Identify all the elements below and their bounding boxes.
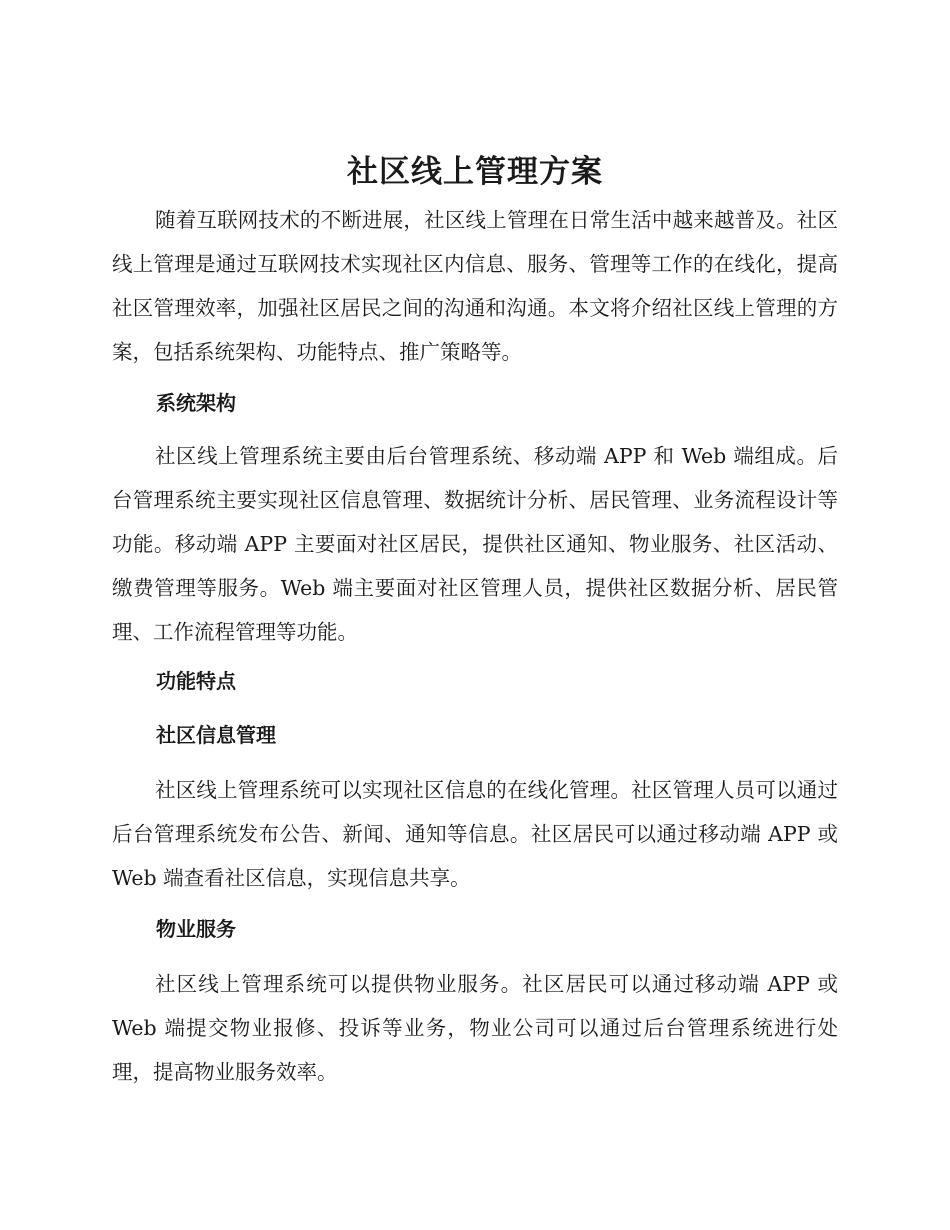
architecture-paragraph: 社区线上管理系统主要由后台管理系统、移动端 APP 和 Web 端组成。后台管理系统主要实现社区信息管理、数据统计分析、居民管理、业务流程设计等功能。移动端 APP 主要面对社区居民，提供社区通知、物业服务、社区活动、缴费管理等服务。Web 端主要面对社区管理人员，提供社区数据分析、居民管理、工作流程管理等功能。 bbox=[112, 444, 838, 644]
section-heading-features: 功能特点 bbox=[156, 669, 236, 693]
property-service-paragraph: 社区线上管理系统可以提供物业服务。社区居民可以通过移动端 APP 或 Web 端提交物业报修、投诉等业务，物业公司可以通过后台管理系统进行处理，提高物业服务效率。 bbox=[112, 972, 838, 1084]
document-title: 社区线上管理方案 bbox=[347, 154, 603, 190]
section-heading-property-service: 物业服务 bbox=[156, 917, 236, 941]
section-heading-info-management: 社区信息管理 bbox=[156, 723, 276, 747]
intro-paragraph: 随着互联网技术的不断进展，社区线上管理在日常生活中越来越普及。社区线上管理是通过互联网技术实现社区内信息、服务、管理等工作的在线化，提高社区管理效率，加强社区居民之间的沟通和沟通。本文将介绍社区线上管理的方案，包括系统架构、功能特点、推广策略等。 bbox=[112, 208, 838, 364]
info-management-paragraph: 社区线上管理系统可以实现社区信息的在线化管理。社区管理人员可以通过后台管理系统发布公告、新闻、通知等信息。社区居民可以通过移动端 APP 或 Web 端查看社区信息，实现信息共享。 bbox=[112, 778, 838, 890]
section-heading-architecture: 系统架构 bbox=[156, 391, 236, 415]
